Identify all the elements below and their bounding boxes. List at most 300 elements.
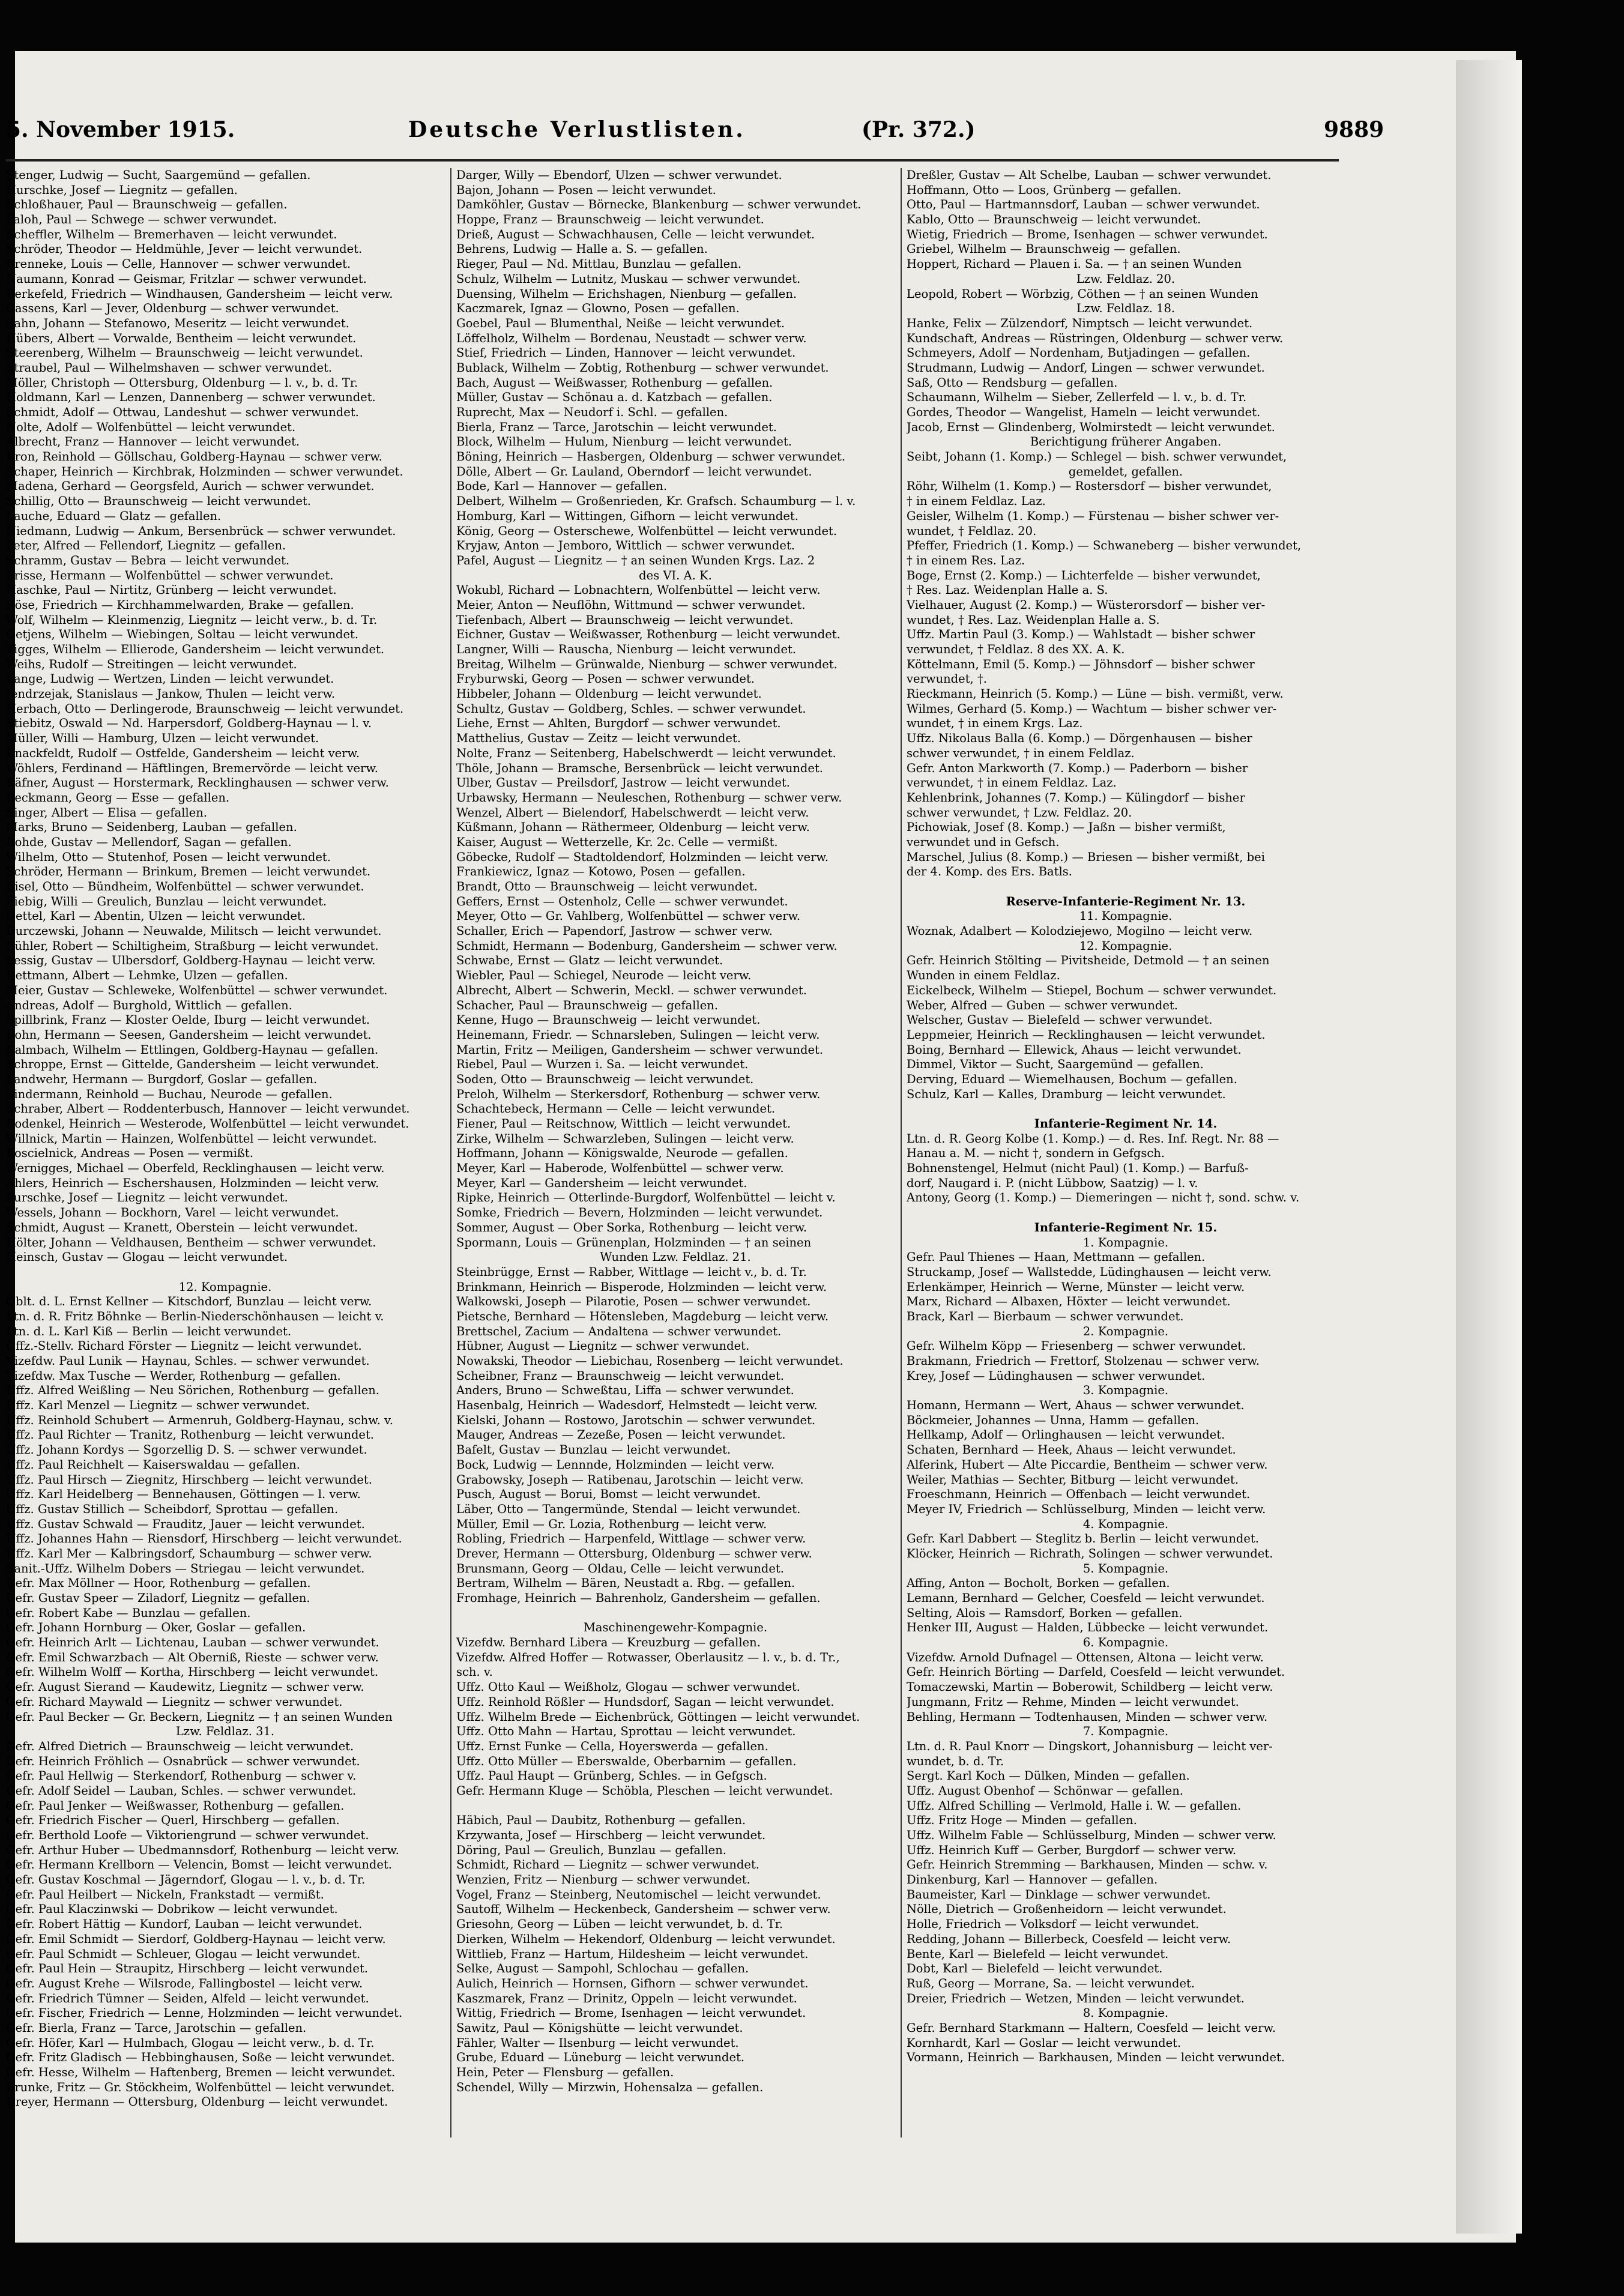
list-line: Grabowsky, Joseph — Ratibenau, Jarotschin — leicht verw. bbox=[456, 1472, 804, 1487]
list-line: Weiler, Mathias — Sechter, Bitburg — leicht verwundet. bbox=[907, 1472, 1239, 1487]
list-line: Gefr. Paul Hellwig — Sterkendorf, Rothenburg — schwer v. bbox=[6, 1769, 357, 1783]
list-line: Gefr. Heinrich Fröhlich — Osnabrück — schwer verwundet. bbox=[6, 1754, 360, 1768]
list-line: Albrecht, Albert — Schwerin, Meckl. — schwer verwundet. bbox=[456, 983, 807, 997]
list-line: Gefr. Emil Schwarzbach — Alt Oberniß, Rieste — schwer verw. bbox=[6, 1650, 379, 1664]
list-line: 11. Kompagnie. bbox=[1079, 909, 1173, 923]
list-line: Andreas, Adolf — Burghold, Wittlich — gefallen. bbox=[6, 998, 292, 1012]
list-line: Schaper, Heinrich — Kirchbrak, Holzminden — schwer verwundet. bbox=[6, 464, 403, 479]
list-line: Müller, Emil — Gr. Lozia, Rothenburg — leicht verw. bbox=[456, 1517, 767, 1531]
list-line: Oettel, Karl — Abentin, Ulzen — leicht verwundet. bbox=[6, 909, 306, 923]
list-line: Matthelius, Gustav — Zeitz — leicht verwundet. bbox=[456, 731, 741, 746]
list-line: Fiebig, Willi — Greulich, Bunzlau — leicht verwundet. bbox=[6, 894, 327, 908]
list-line: † Res. Laz. Weidenplan Halle a. S. bbox=[907, 583, 1108, 597]
list-line: Kielski, Johann — Rostowo, Jarotschin — schwer verwundet. bbox=[456, 1413, 816, 1427]
list-line: Weihs, Rudolf — Streitingen — leicht verwundet. bbox=[6, 657, 297, 671]
list-line: Wilmes, Gerhard (5. Komp.) — Wachtum — bisher schwer ver- bbox=[907, 701, 1277, 716]
list-line: Gefr. Emil Schmidt — Sierdorf, Goldberg-Haynau — leicht verw. bbox=[6, 1932, 386, 1946]
header-rule bbox=[6, 159, 1339, 162]
list-line: † in einem Res. Laz. bbox=[907, 553, 1025, 567]
list-line: Dölle, Albert — Gr. Lauland, Oberndorf — leicht verwundet. bbox=[456, 464, 812, 479]
list-line: Krey, Josef — Lüdinghausen — schwer verwundet. bbox=[907, 1368, 1206, 1383]
list-line: Pfeffer, Friedrich (1. Komp.) — Schwaneberg — bisher verwundet, bbox=[907, 539, 1302, 553]
list-line: Hübner, August — Liegnitz — schwer verwundet. bbox=[456, 1339, 750, 1353]
list-line: Somke, Friedrich — Bevern, Holzminden — leicht verwundet. bbox=[456, 1206, 823, 1220]
list-line: der 4. Komp. des Ers. Batls. bbox=[907, 865, 1072, 879]
list-line: Gefr. Bernhard Starkmann — Haltern, Coesfeld — leicht verw. bbox=[907, 2020, 1276, 2035]
list-line: dorf, Naugard i. P. (nicht Lübbow, Saatzig) — l. v. bbox=[907, 1176, 1198, 1190]
list-line: Gefr. Robert Hättig — Kundorf, Lauban — leicht verwundet. bbox=[6, 1917, 363, 1932]
list-line: Kron, Reinhold — Göllschau, Goldberg-Haynau — schwer verw. bbox=[6, 450, 382, 464]
list-line: Mauger, Andreas — Zezeße, Posen — leicht verwundet. bbox=[456, 1428, 786, 1442]
list-line: Klöcker, Heinrich — Richrath, Solingen — schwer verwundet. bbox=[907, 1546, 1273, 1560]
list-line: Uffz. Reinhold Rößler — Hundsdorf, Sagan — leicht verwundet. bbox=[456, 1694, 835, 1709]
list-line: Otto, Paul — Hartmannsdorf, Lauban — schwer verwundet. bbox=[907, 198, 1260, 212]
list-line: Uffz. Ernst Funke — Cella, Hoyerswerda — gefallen. bbox=[456, 1739, 768, 1753]
list-line: Delbert, Wilhelm — Großenrieden, Kr. Grafsch. Schaumburg — l. v. bbox=[456, 494, 856, 509]
list-line: Hasenbalg, Heinrich — Wadesdorf, Helmstedt — leicht verw. bbox=[456, 1398, 818, 1413]
list-line: Gefr. Max Möllner — Hoor, Rothenburg — gefallen. bbox=[6, 1576, 311, 1591]
list-line: Sahn, Johann — Stefanowo, Meseritz — leicht verwundet. bbox=[6, 316, 349, 330]
list-line: Behrens, Ludwig — Halle a. S. — gefallen. bbox=[456, 242, 708, 256]
list-line: Wenzel, Albert — Bielendorf, Habelschwerdt — leicht verw. bbox=[456, 805, 809, 820]
list-line: Nowakski, Theodor — Liebichau, Rosenberg — leicht verwundet. bbox=[456, 1354, 844, 1368]
list-line: Brack, Karl — Bierbaum — schwer verwundet. bbox=[907, 1309, 1184, 1323]
list-line: Rohde, Gustav — Mellendorf, Sagan — gefallen. bbox=[6, 835, 292, 849]
list-line: Köttelmann, Emil (5. Komp.) — Jöhnsdorf — bisher schwer bbox=[907, 657, 1255, 671]
list-line: Fähler, Walter — Ilsenburg — leicht verwundet. bbox=[456, 2035, 739, 2050]
list-line: Berkefeld, Friedrich — Windhausen, Gandersheim — leicht verw. bbox=[6, 286, 393, 301]
list-line: Ruprecht, Max — Neudorf i. Schl. — gefallen. bbox=[456, 405, 728, 419]
list-line: sch. v. bbox=[456, 1665, 493, 1679]
list-line: 1. Kompagnie. bbox=[1082, 1235, 1169, 1249]
list-line: Scheibner, Franz — Braunschweig — leicht verwundet. bbox=[456, 1368, 784, 1383]
list-line: Pusch, August — Borui, Bomst — leicht verwundet. bbox=[456, 1487, 761, 1502]
list-line: Pafel, August — Liegnitz — † an seinen Wunden Krgs. Laz. 2 bbox=[456, 553, 815, 567]
list-line: Gefr. Höfer, Karl — Hulmbach, Glogau — leicht verw., b. d. Tr. bbox=[6, 2035, 375, 2050]
list-line: Wenzien, Fritz — Nienburg — schwer verwundet. bbox=[456, 1873, 750, 1887]
list-line: Gefr. Gustav Speer — Ziladorf, Liegnitz — gefallen. bbox=[6, 1591, 310, 1605]
list-line: Madena, Gerhard — Georgsfeld, Aurich — schwer verwundet. bbox=[6, 479, 375, 494]
list-line: Fiener, Paul — Reitschnow, Wittlich — leicht verwundet. bbox=[456, 1117, 791, 1131]
list-line: Affing, Anton — Bocholt, Borken — gefallen. bbox=[907, 1576, 1170, 1591]
list-line: Fryburwski, Georg — Posen — schwer verwundet. bbox=[456, 672, 755, 686]
list-line: Uffz. Fritz Hoge — Minden — gefallen. bbox=[907, 1813, 1137, 1828]
list-line: Ltn. d. R. Paul Knorr — Dingskort, Johannisburg — leicht ver- bbox=[907, 1739, 1273, 1753]
list-line: Gefr. Berthold Loofe — Viktoriengrund — schwer verwundet. bbox=[6, 1828, 369, 1842]
list-line: Hölter, Johann — Veldhausen, Bentheim — schwer verwundet. bbox=[6, 1235, 376, 1249]
list-line: 2. Kompagnie. bbox=[1082, 1324, 1169, 1338]
list-line: Vizefdw. Paul Lunik — Haynau, Schles. — schwer verwundet. bbox=[6, 1354, 370, 1368]
list-line: Uffz. Reinhold Schubert — Armenruh, Goldberg-Haynau, schw. v. bbox=[6, 1413, 393, 1427]
list-line: Gefr. Gustav Koschmal — Jägerndorf, Glogau — l. v., b. d. Tr. bbox=[6, 1873, 366, 1887]
list-line: Weber, Alfred — Guben — schwer verwundet. bbox=[907, 998, 1178, 1012]
list-line: Jacob, Ernst — Glindenberg, Wolmirstedt — leicht verwundet. bbox=[907, 420, 1275, 434]
list-line: Bock, Ludwig — Lennnde, Holzminden — leicht verw. bbox=[456, 1457, 775, 1472]
list-line: Griesohn, Georg — Lüben — leicht verwundet, b. d. Tr. bbox=[456, 1917, 783, 1932]
list-line: Möller, Christoph — Ottersburg, Oldenburg — l. v., b. d. Tr. bbox=[6, 375, 358, 390]
list-line: Kaiser, August — Wetterzelle, Kr. 2c. Celle — vermißt. bbox=[456, 835, 778, 849]
list-line bbox=[456, 1606, 895, 1621]
list-line: 12. Kompagnie. bbox=[178, 1279, 272, 1294]
list-line: Gefr. Karl Dabbert — Steglitz b. Berlin — leicht verwundet. bbox=[907, 1532, 1259, 1546]
list-line: Reserve-Infanterie-Regiment Nr. 13. bbox=[1006, 894, 1246, 908]
list-line: Krzywanta, Josef — Hirschberg — leicht verwundet. bbox=[456, 1828, 766, 1842]
list-line: Wokubl, Richard — Lobnachtern, Wolfenbüttel — leicht verw. bbox=[456, 583, 821, 597]
list-line: Gefr. Johann Hornburg — Oker, Goslar — gefallen. bbox=[6, 1621, 306, 1635]
list-line: Ulber, Gustav — Preilsdorf, Jastrow — leicht verwundet. bbox=[456, 776, 790, 790]
list-line: Kornhardt, Karl — Goslar — leicht verwundet. bbox=[907, 2035, 1182, 2050]
list-line: Meyer, Karl — Gandersheim — leicht verwundet. bbox=[456, 1176, 747, 1190]
list-line: Paloh, Paul — Schwege — schwer verwundet. bbox=[6, 213, 277, 227]
list-line: Lzw. Feldlaz. 18. bbox=[1076, 301, 1176, 316]
list-line: Gefr. Paul Thienes — Haan, Mettmann — gefallen. bbox=[907, 1250, 1206, 1264]
list-line: Gefr. Arthur Huber — Ubedmannsdorf, Rothenburg — leicht verw. bbox=[6, 1843, 399, 1857]
list-line: Wittig, Friedrich — Brome, Isenhagen — leicht verwundet. bbox=[456, 2006, 806, 2020]
list-line: Uffz. Heinrich Kuff — Gerber, Burgdorf — schwer verw. bbox=[907, 1843, 1237, 1857]
list-line: Wolf, Wilhelm — Kleinmenzig, Liegnitz — leicht verw., b. d. Tr. bbox=[6, 612, 378, 627]
list-line: Gefr. Paul Schmidt — Schleuer, Glogau — leicht verwundet. bbox=[6, 1947, 361, 1961]
list-line: Böckmeier, Johannes — Unna, Hamm — gefallen. bbox=[907, 1413, 1200, 1427]
list-line: Uffz. Martin Paul (3. Komp.) — Wahlstadt — bisher schwer bbox=[907, 627, 1255, 642]
list-line: Bertram, Wilhelm — Bären, Neustadt a. Rbg. — gefallen. bbox=[456, 1576, 795, 1591]
list-line: Breitag, Wilhelm — Grünwalde, Nienburg — schwer verwundet. bbox=[456, 657, 838, 671]
list-line: Uffz. Otto Mahn — Hartau, Sprottau — leicht verwundet. bbox=[456, 1724, 796, 1739]
list-line: Bafelt, Gustav — Bunzlau — leicht verwundet. bbox=[456, 1443, 731, 1457]
list-line: Schultz, Gustav — Goldberg, Schles. — schwer verwundet. bbox=[456, 701, 806, 716]
text-column-right bbox=[907, 168, 1345, 2162]
list-line: Schmidt, Adolf — Ottwau, Landeshut — schwer verwundet. bbox=[6, 405, 359, 419]
list-line: Löffelholz, Wilhelm — Bordenau, Neustadt — schwer verw. bbox=[456, 331, 807, 345]
list-line: Gefr. Heinrich Stremming — Barkhausen, Minden — schw. v. bbox=[907, 1858, 1268, 1872]
header-page-number: 9889 bbox=[1324, 117, 1384, 142]
list-line: Behling, Hermann — Todtenhausen, Minden — schwer verw. bbox=[907, 1709, 1268, 1724]
text-column-left bbox=[6, 168, 444, 2162]
list-line: Homburg, Karl — Wittingen, Gifhorn — leicht verwundet. bbox=[456, 509, 798, 523]
list-line: Geisler, Wilhelm (1. Komp.) — Fürstenau — bisher schwer ver- bbox=[907, 509, 1279, 523]
list-line: Schulz, Wilhelm — Lutnitz, Muskau — schwer verwundet. bbox=[456, 271, 801, 286]
list-line: Durczewski, Johann — Neuwalde, Militsch — leicht verwundet. bbox=[6, 924, 382, 938]
list-line: Uffz. Alfred Weißling — Neu Sörichen, Rothenburg — gefallen. bbox=[6, 1383, 379, 1398]
list-line: verwundet, † in einem Feldlaz. Laz. bbox=[907, 776, 1117, 790]
list-line: Preloh, Wilhelm — Sterkersdorf, Rothenburg — schwer verw. bbox=[456, 1087, 821, 1101]
list-line: Albrecht, Franz — Hannover — leicht verwundet. bbox=[6, 435, 300, 449]
list-line: 8. Kompagnie. bbox=[1082, 2006, 1169, 2020]
list-line: Schwabe, Ernst — Glatz — leicht verwundet. bbox=[456, 953, 723, 968]
list-line: Drieß, August — Schwachhausen, Celle — leicht verwundet. bbox=[456, 227, 815, 241]
list-line: Gefr. Bierla, Franz — Tarce, Jarotschin — gefallen. bbox=[6, 2020, 307, 2035]
list-line: Wietig, Friedrich — Brome, Isenhagen — schwer verwundet. bbox=[907, 227, 1268, 241]
list-line: Saß, Otto — Rendsburg — gefallen. bbox=[907, 375, 1118, 390]
list-line: verwundet, †. bbox=[907, 672, 987, 686]
list-line: Uffz. Wilhelm Brede — Eichenbrück, Göttingen — leicht verwundet. bbox=[456, 1709, 860, 1724]
text-column-middle bbox=[456, 168, 895, 2162]
list-line: Uffz. Paul Reichhelt — Kaiserswaldau — gefallen. bbox=[6, 1457, 300, 1472]
list-line: Gefr. August Sierand — Kaudewitz, Liegnitz — schwer verw. bbox=[6, 1680, 364, 1694]
list-line: Purschke, Josef — Liegnitz — leicht verwundet. bbox=[6, 1191, 288, 1205]
list-line: Frisse, Hermann — Wolfenbüttel — schwer verwundet. bbox=[6, 568, 334, 582]
list-line: Jungmann, Fritz — Rehme, Minden — leicht verwundet. bbox=[907, 1694, 1239, 1709]
list-line: Marks, Bruno — Seidenberg, Lauban — gefallen. bbox=[6, 820, 297, 835]
list-line: Antony, Georg (1. Komp.) — Diemeringen — nicht †, sond. schw. v. bbox=[907, 1191, 1300, 1205]
list-line: Jendrzejak, Stanislaus — Jankow, Thulen — leicht verw. bbox=[6, 687, 336, 701]
list-line: Holdmann, Karl — Lenzen, Dannenberg — schwer verwundet. bbox=[6, 390, 376, 405]
list-line: Hibbeler, Johann — Oldenburg — leicht verwundet. bbox=[456, 687, 762, 701]
list-line: Gefr. Paul Klaczinwski — Dobrikow — leicht verwundet. bbox=[6, 1902, 338, 1917]
list-line: Hein, Peter — Flensburg — gefallen. bbox=[456, 2065, 674, 2079]
list-line: Niedmann, Ludwig — Ankum, Bersenbrück — schwer verwundet. bbox=[6, 524, 396, 538]
list-line: Gefr. Paul Hein — Straupitz, Hirschberg — leicht verwundet. bbox=[6, 1962, 368, 1976]
list-line: Willnick, Martin — Hainzen, Wolfenbüttel — leicht verwundet. bbox=[6, 1131, 377, 1146]
list-line bbox=[907, 880, 1345, 895]
list-line: Heinemann, Friedr. — Schnarsleben, Sulingen — leicht verw. bbox=[456, 1027, 820, 1042]
list-line: Seibt, Johann (1. Komp.) — Schlegel — bish. schwer verwundet, bbox=[907, 450, 1287, 464]
column-divider bbox=[901, 168, 902, 2137]
list-line: Oetjens, Wilhelm — Wiebingen, Soltau — leicht verwundet. bbox=[6, 627, 359, 642]
list-line: 4. Kompagnie. bbox=[1082, 1517, 1169, 1531]
list-line: Uffz. Karl Heidelberg — Bennehausen, Göttingen — l. verw. bbox=[6, 1487, 361, 1502]
list-line: wundet, b. d. Tr. bbox=[907, 1754, 1004, 1768]
list-line: Uffz. Paul Haupt — Grünberg, Schles. — in Gefgsch. bbox=[456, 1769, 767, 1783]
list-line: Urbawsky, Hermann — Neuleschen, Rothenburg — schwer verw. bbox=[456, 790, 842, 805]
list-line: Landwehr, Hermann — Burgdorf, Goslar — gefallen. bbox=[6, 1072, 318, 1086]
list-line: Hübers, Albert — Vorwalde, Bentheim — leicht verwundet. bbox=[6, 331, 357, 345]
list-line: Nolte, Franz — Seitenberg, Habelschwerdt — leicht verwundet. bbox=[456, 746, 836, 760]
list-line: Lessig, Gustav — Ulbersdorf, Goldberg-Haynau — leicht verw. bbox=[6, 953, 376, 968]
list-line: Uffz. Otto Kaul — Weißholz, Glogau — schwer verwundet. bbox=[456, 1680, 801, 1694]
list-line: Walkowski, Joseph — Pilarotie, Posen — schwer verwundet. bbox=[456, 1295, 811, 1309]
list-line: Thöle, Johann — Bramsche, Bersenbrück — leicht verwundet. bbox=[456, 761, 823, 775]
list-line: Marschel, Julius (8. Komp.) — Briesen — bisher vermißt, bei bbox=[907, 850, 1265, 864]
list-line: Heinsch, Gustav — Glogau — leicht verwundet. bbox=[6, 1250, 288, 1264]
list-line: Tomaczewski, Martin — Boberowit, Schildberg — leicht verw. bbox=[907, 1680, 1273, 1694]
list-line: Dreßler, Gustav — Alt Schelbe, Lauban — schwer verwundet. bbox=[907, 168, 1272, 182]
list-line: Gefr. Adolf Seidel — Lauban, Schles. — schwer verwundet. bbox=[6, 1783, 357, 1798]
list-line: Beckmann, Georg — Esse — gefallen. bbox=[6, 790, 230, 805]
list-line: Küßmann, Johann — Räthermeer, Oldenburg — leicht verw. bbox=[456, 820, 810, 835]
list-line: Müller, Gustav — Schönau a. d. Katzbach — gefallen. bbox=[456, 390, 773, 405]
list-line: Schmeyers, Adolf — Nordenham, Butjadingen — gefallen. bbox=[907, 346, 1251, 360]
list-line: Boge, Ernst (2. Komp.) — Lichterfelde — bisher verwundet, bbox=[907, 568, 1261, 582]
list-line: Uffz. Alfred Schilling — Verlmold, Halle i. W. — gefallen. bbox=[907, 1798, 1242, 1813]
list-line: Sindermann, Reinhold — Buchau, Neurode — gefallen. bbox=[6, 1087, 333, 1101]
list-line: Berichtigung früherer Angaben. bbox=[1030, 435, 1222, 449]
list-line: Herbach, Otto — Derlingerode, Braunschweig — leicht verwundet. bbox=[6, 701, 404, 716]
list-line: schwer verwundet, † in einem Feldlaz. bbox=[907, 746, 1135, 760]
list-line: Ltn. d. R. Georg Kolbe (1. Komp.) — d. Res. Inf. Regt. Nr. 88 — bbox=[907, 1131, 1279, 1146]
list-line: Derving, Eduard — Wiemelhausen, Bochum — gefallen. bbox=[907, 1072, 1237, 1086]
list-line: verwundet, † Feldlaz. 8 des XX. A. K. bbox=[907, 642, 1125, 656]
list-line: Meier, Anton — Neuflöhn, Wittmund — schwer verwundet. bbox=[456, 597, 806, 612]
list-line: Brunke, Fritz — Gr. Stöckheim, Wolfenbüttel — leicht verwundet. bbox=[6, 2080, 395, 2094]
list-line: Offz.-Stellv. Richard Förster — Liegnitz — leicht verwundet. bbox=[6, 1339, 362, 1353]
list-line: † in einem Feldlaz. Laz. bbox=[907, 494, 1046, 509]
list-line: Sergt. Karl Koch — Dülken, Minden — gefallen. bbox=[907, 1769, 1190, 1783]
list-line: Schmidt, August — Kranett, Oberstein — leicht verwundet. bbox=[6, 1220, 358, 1234]
list-line: Riebel, Paul — Wurzen i. Sa. — leicht verwundet. bbox=[456, 1057, 749, 1072]
list-line: Kalmbach, Wilhelm — Ettlingen, Goldberg-Haynau — gefallen. bbox=[6, 1042, 379, 1057]
list-line: Vormann, Heinrich — Barkhausen, Minden — leicht verwundet. bbox=[907, 2050, 1285, 2065]
list-line: Vizefdw. Alfred Hoffer — Rotwasser, Oberlausitz — l. v., b. d. Tr., bbox=[456, 1650, 840, 1664]
list-line: Brandt, Otto — Braunschweig — leicht verwundet. bbox=[456, 880, 758, 893]
list-line: Naumann, Konrad — Geismar, Fritzlar — schwer verwundet. bbox=[6, 271, 367, 286]
list-line: Hoppe, Franz — Braunschweig — leicht verwundet. bbox=[456, 213, 764, 227]
column-divider bbox=[450, 168, 451, 2137]
list-line: Gefr. Wilhelm Wolff — Kortha, Hirschberg — leicht verwundet. bbox=[6, 1665, 379, 1679]
list-line: Erlenkämper, Heinrich — Werne, Münster — leicht verw. bbox=[907, 1279, 1245, 1294]
list-line: Bisel, Otto — Bündheim, Wolfenbüttel — schwer verwundet. bbox=[6, 880, 364, 893]
list-line: Gefr. Alfred Dietrich — Braunschweig — leicht verwundet. bbox=[6, 1739, 354, 1753]
list-line bbox=[907, 1102, 1345, 1117]
list-line: Lzw. Feldlaz. 31. bbox=[175, 1724, 275, 1739]
list-line: Schacher, Paul — Braunschweig — gefallen. bbox=[456, 998, 718, 1012]
list-line: Häbich, Paul — Daubitz, Rothenburg — gefallen. bbox=[456, 1813, 746, 1828]
list-line: Struckamp, Josef — Wallstedde, Lüdinghausen — leicht verw. bbox=[907, 1264, 1272, 1279]
list-line: Wilhelm, Otto — Stutenhof, Posen — leicht verwundet. bbox=[6, 850, 331, 864]
list-line: Gefr. Hesse, Wilhelm — Haftenberg, Bremen — leicht verwundet. bbox=[6, 2065, 396, 2079]
list-line: Schmidt, Hermann — Bodenburg, Gandersheim — schwer verw. bbox=[456, 938, 838, 953]
list-line: 6. Kompagnie. bbox=[1082, 1636, 1169, 1650]
list-line: 3. Kompagnie. bbox=[1082, 1383, 1169, 1398]
list-line: Meyer IV, Friedrich — Schlüsselburg, Minden — leicht verw. bbox=[907, 1502, 1266, 1516]
list-line: Dettmann, Albert — Lehmke, Ulzen — gefallen. bbox=[6, 968, 288, 983]
list-line: Brakmann, Friedrich — Frettorf, Stolzenau — schwer verw. bbox=[907, 1354, 1260, 1368]
list-line bbox=[6, 1265, 444, 1280]
list-line: Sautoff, Wilhelm — Heckenbeck, Gandersheim — schwer verw. bbox=[456, 1902, 831, 1917]
list-line: Henker III, August — Halden, Lübbecke — leicht verwundet. bbox=[907, 1621, 1269, 1635]
list-line: Baumeister, Karl — Dinklage — schwer verwundet. bbox=[907, 1887, 1211, 1902]
list-line: Gefr. Robert Kabe — Bunzlau — gefallen. bbox=[6, 1606, 251, 1620]
list-line: Gefr. Friedrich Fischer — Querl, Hirschberg — gefallen. bbox=[6, 1813, 340, 1828]
list-line: Grube, Eduard — Lüneburg — leicht verwundet. bbox=[456, 2050, 745, 2065]
list-line: Darger, Willy — Ebendorf, Ulzen — schwer verwundet. bbox=[456, 168, 782, 182]
list-line: Röse, Friedrich — Kirchhammelwarden, Brake — gefallen. bbox=[6, 597, 354, 612]
list-line: König, Georg — Osterschewe, Wolfenbüttel — leicht verwundet. bbox=[456, 524, 838, 538]
header-issue-number: (Pr. 372.) bbox=[862, 117, 976, 142]
list-line: Duensing, Wilhelm — Erichshagen, Nienburg — gefallen. bbox=[456, 286, 797, 301]
list-line: Schaumann, Wilhelm — Sieber, Zellerfeld — l. v., b. d. Tr. bbox=[907, 390, 1247, 405]
list-line: Uffz. Karl Mer — Kalbringsdorf, Schaumburg — schwer verw. bbox=[6, 1546, 372, 1560]
list-line: Oblt. d. L. Ernst Kellner — Kitschdorf, Bunzlau — leicht verw. bbox=[6, 1295, 372, 1309]
list-line: Ahlers, Heinrich — Eschershausen, Holzminden — leicht verw. bbox=[6, 1176, 379, 1190]
list-line: Schaller, Erich — Papendorf, Jastrow — schwer verw. bbox=[456, 924, 773, 938]
list-line: Robling, Friedrich — Harpenfeld, Wittlage — schwer verw. bbox=[456, 1532, 806, 1546]
list-line: Bierla, Franz — Tarce, Jarotschin — leicht verwundet. bbox=[456, 420, 777, 434]
list-line: Hoffmann, Johann — Königswalde, Neurode — gefallen. bbox=[456, 1146, 788, 1161]
list-line: Alferink, Hubert — Alte Piccardie, Bentheim — schwer verw. bbox=[907, 1457, 1268, 1472]
list-line: Gefr. August Krehe — Wilsrode, Fallingbostel — leicht verw. bbox=[6, 1976, 363, 1990]
list-line: Gefr. Anton Markworth (7. Komp.) — Paderborn — bisher bbox=[907, 761, 1248, 775]
list-line: Strudmann, Ludwig — Andorf, Lingen — schwer verwundet. bbox=[907, 360, 1265, 375]
list-line: Homann, Hermann — Wert, Ahaus — schwer verwundet. bbox=[907, 1398, 1245, 1413]
list-line: Meyer, Karl — Haberode, Wolfenbüttel — schwer verw. bbox=[456, 1161, 784, 1176]
header-title: Deutsche Verlustlisten. bbox=[408, 117, 746, 142]
list-line: Schendel, Willy — Mirzwin, Hohensalza — gefallen. bbox=[456, 2080, 764, 2094]
list-line: Kryjaw, Anton — Jemboro, Wittlich — schwer verwundet. bbox=[456, 539, 795, 553]
list-line: Lauche, Eduard — Glatz — gefallen. bbox=[6, 509, 222, 523]
list-line: Wiebler, Paul — Schiegel, Neurode — leicht verw. bbox=[456, 968, 752, 983]
list-line: Koscielnick, Andreas — Posen — vermißt. bbox=[6, 1146, 253, 1161]
list-line: Lemann, Bernhard — Gelcher, Coesfeld — leicht verwundet. bbox=[907, 1591, 1265, 1605]
list-line: Hanke, Felix — Zülzendorf, Nimptsch — leicht verwundet. bbox=[907, 316, 1253, 330]
list-line: Brunsmann, Georg — Oldau, Celle — leicht verwundet. bbox=[456, 1561, 784, 1575]
list-line: Kaszmarek, Franz — Drinitz, Oppeln — leicht verwundet. bbox=[456, 1991, 797, 2005]
list-line: Dreier, Friedrich — Wetzen, Minden — leicht verwundet. bbox=[907, 1991, 1245, 2005]
list-line: Nolte, Adolf — Wolfenbüttel — leicht verwundet. bbox=[6, 420, 296, 434]
list-line: Schröder, Theodor — Heldmühle, Jever — leicht verwundet. bbox=[6, 242, 363, 256]
list-line: Gefr. Hermann Kluge — Schöbla, Pleschen — leicht verwundet. bbox=[456, 1783, 833, 1798]
list-line: Gefr. Hermann Krellborn — Velencin, Bomst — leicht verwundet. bbox=[6, 1858, 392, 1872]
list-line: Kablo, Otto — Braunschweig — leicht verwundet. bbox=[907, 213, 1201, 227]
list-line: Nölle, Dietrich — Großenheidorn — leicht verwundet. bbox=[907, 1902, 1227, 1917]
list-line: Damköhler, Gustav — Börnecke, Blankenburg — schwer verwundet. bbox=[456, 198, 862, 212]
list-line: Stief, Friedrich — Linden, Hannover — leicht verwundet. bbox=[456, 346, 796, 360]
list-line: Gordes, Theodor — Wangelist, Hameln — leicht verwundet. bbox=[907, 405, 1261, 419]
list-line: gemeldet, gefallen. bbox=[1068, 464, 1183, 479]
list-line: Gefr. Heinrich Arlt — Lichtenau, Lauban — schwer verwundet. bbox=[6, 1636, 379, 1650]
list-line: Spormann, Louis — Grünenplan, Holzminden — † an seinen bbox=[456, 1235, 812, 1249]
list-line: Fromhage, Heinrich — Bahrenholz, Gandersheim — gefallen. bbox=[456, 1591, 821, 1605]
list-line: Rieckmann, Heinrich (5. Komp.) — Lüne — bish. vermißt, verw. bbox=[907, 687, 1284, 701]
list-line: Redding, Johann — Billerbeck, Coesfeld — leicht verw. bbox=[907, 1932, 1231, 1946]
list-line: Aulich, Heinrich — Hornsen, Gifhorn — schwer verwundet. bbox=[456, 1976, 809, 1990]
list-line: Bajon, Johann — Posen — leicht verwundet. bbox=[456, 183, 716, 197]
list-line: Lzw. Feldlaz. 20. bbox=[1076, 271, 1176, 286]
list-line: Schraber, Albert — Roddenterbusch, Hannover — leicht verwundet. bbox=[6, 1102, 410, 1116]
list-line: Vizefdw. Bernhard Libera — Kreuzburg — gefallen. bbox=[456, 1636, 761, 1650]
list-line: Gefr. Paul Heilbert — Nickeln, Frankstadt — vermißt. bbox=[6, 1887, 324, 1902]
list-line: Uffz. Gustav Schwald — Frauditz, Jauer — leicht verwundet. bbox=[6, 1517, 365, 1531]
list-line: Schröder, Hermann — Brinkum, Bremen — leicht verwundet. bbox=[6, 865, 371, 879]
list-line: Soden, Otto — Braunschweig — leicht verwundet. bbox=[456, 1072, 754, 1086]
list-line: Bublack, Wilhelm — Zobtig, Rothenburg — schwer verwundet. bbox=[456, 360, 829, 375]
list-line: Liehe, Ernst — Ahlten, Burgdorf — schwer verwundet. bbox=[456, 716, 781, 731]
list-line: Wunden in einem Feldlaz. bbox=[907, 968, 1060, 983]
list-line: Leppmeier, Heinrich — Recklinghausen — leicht verwundet. bbox=[907, 1027, 1266, 1042]
list-line: Boing, Bernhard — Ellewick, Ahaus — leicht verwundet. bbox=[907, 1042, 1242, 1057]
list-line: Infanterie-Regiment Nr. 14. bbox=[1034, 1117, 1218, 1131]
list-line: Dimmel, Viktor — Sucht, Saargemünd — gefallen. bbox=[907, 1057, 1204, 1072]
list-line: Vielhauer, August (2. Komp.) — Wüsterorsdorf — bisher ver- bbox=[907, 597, 1266, 612]
list-line: Holle, Friedrich — Volksdorf — leicht verwundet. bbox=[907, 1917, 1200, 1932]
list-line: Dierken, Wilhelm — Hekendorf, Oldenburg — leicht verwundet. bbox=[456, 1932, 836, 1946]
list-line: Vogel, Franz — Steinberg, Neutomischel — leicht verwundet. bbox=[456, 1887, 821, 1902]
list-line: Bohn, Hermann — Seesen, Gandersheim — leicht verwundet. bbox=[6, 1027, 372, 1042]
list-line: Ltn. d. R. Fritz Böhnke — Berlin-Niederschönhausen — leicht v. bbox=[6, 1309, 384, 1323]
page-fold-edge bbox=[1456, 60, 1522, 2234]
list-line: Gefr. Fritz Gladisch — Hebbinghausen, Soße — leicht verwundet. bbox=[6, 2050, 395, 2065]
list-line: Läber, Otto — Tangermünde, Stendal — leicht verwundet. bbox=[456, 1502, 801, 1516]
list-line: Griebel, Wilhelm — Braunschweig — gefallen. bbox=[907, 242, 1181, 256]
list-line: Kundschaft, Andreas — Rüstringen, Oldenburg — schwer verw. bbox=[907, 331, 1284, 345]
list-line: Gefr. Friedrich Tümner — Seiden, Alfeld — leicht verwundet. bbox=[6, 1991, 369, 2005]
list-line: Schramm, Gustav — Bebra — leicht verwundet. bbox=[6, 553, 290, 567]
list-line: Ltn. d. L. Karl Kiß — Berlin — leicht verwundet. bbox=[6, 1324, 292, 1338]
list-line: schwer verwundet, † Lzw. Feldlaz. 20. bbox=[907, 805, 1132, 820]
list-line: Leopold, Robert — Wörbzig, Cöthen — † an seinen Wunden bbox=[907, 286, 1258, 301]
list-line: Hoffmann, Otto — Loos, Grünberg — gefallen. bbox=[907, 183, 1182, 197]
list-line: Sommer, August — Ober Sorka, Rothenburg — leicht verw. bbox=[456, 1220, 807, 1234]
list-line: Gefr. Fischer, Friedrich — Lenne, Holzminden — leicht verwundet. bbox=[6, 2006, 403, 2020]
list-line: 7. Kompagnie. bbox=[1082, 1724, 1169, 1739]
list-line: Schroppe, Ernst — Gittelde, Gandersheim — leicht verwundet. bbox=[6, 1057, 379, 1072]
list-line: Müller, Willi — Hamburg, Ulzen — leicht verwundet. bbox=[6, 731, 319, 746]
list-line: Uffz. Karl Menzel — Liegnitz — schwer verwundet. bbox=[6, 1398, 310, 1413]
list-line: Zirke, Wilhelm — Schwarzleben, Sulingen — leicht verw. bbox=[456, 1131, 794, 1146]
list-line bbox=[456, 1799, 895, 1814]
list-line: Wunden Lzw. Feldlaz. 21. bbox=[600, 1250, 751, 1264]
list-line: Gefr. Paul Jenker — Weißwasser, Rothenburg — gefallen. bbox=[6, 1798, 345, 1813]
list-line: Straubel, Paul — Wilhelmshaven — schwer verwundet. bbox=[6, 360, 333, 375]
